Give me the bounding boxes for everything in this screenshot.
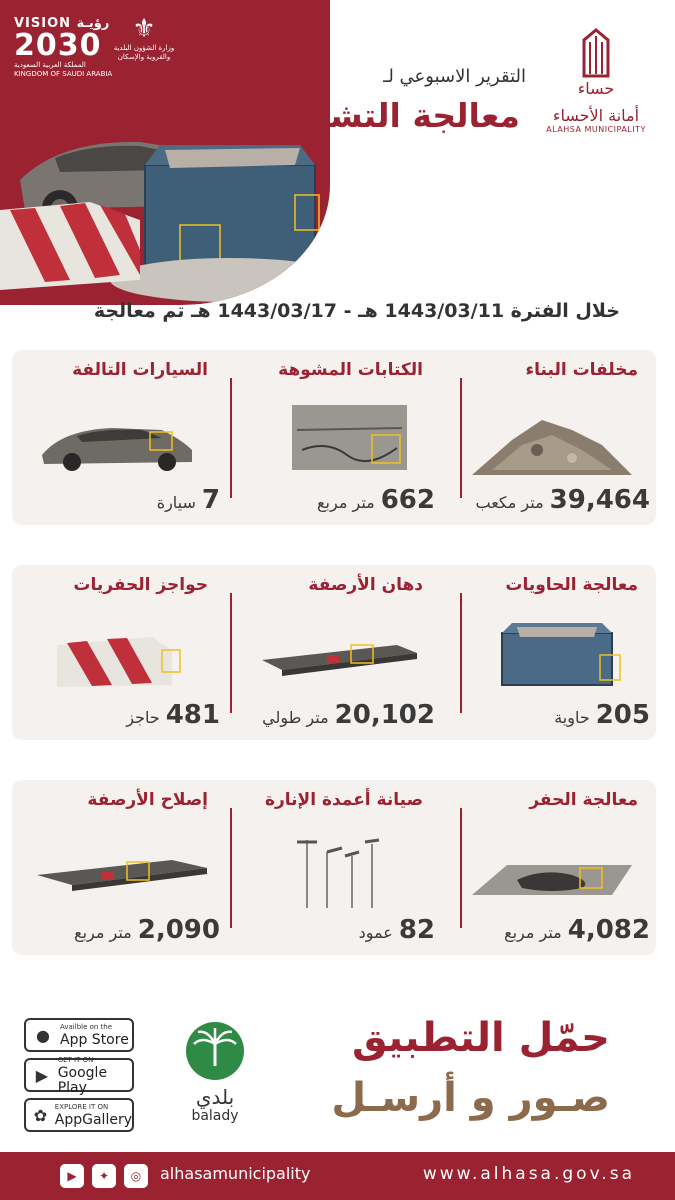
apple-icon: ●: [36, 1025, 50, 1045]
svg-text:حساء: حساء: [577, 79, 615, 98]
stat-sidewalk-repair: إصلاح الأرصفة 2,090متر مربع: [12, 780, 226, 955]
google-play-icon: ▶: [35, 1065, 48, 1085]
google-play-button[interactable]: ▶ GET IT ON Google Play: [24, 1058, 134, 1092]
twitter-icon[interactable]: ✦: [92, 1164, 116, 1188]
divider: [230, 378, 232, 498]
alahsa-municipality-logo: حساء أمانة الأحساء ALAHSA MUNICIPALITY: [540, 28, 652, 134]
report-subtitle: التقرير الاسبوعي لـ: [383, 66, 526, 87]
stats-card-2: [12, 565, 656, 740]
pothole-icon: [462, 830, 638, 910]
youtube-icon[interactable]: ▶: [60, 1164, 84, 1188]
rubble-icon: [462, 400, 638, 480]
vision-2030-logo: VISION رؤيـة 2030 المملكة العربية السعودية KINGDOM OF SAUDI ARABIA: [14, 16, 113, 78]
barrier-icon: [32, 615, 208, 695]
stat-construction-waste: مخلفات البناء 39,464متر مكعب: [442, 350, 656, 525]
website-link[interactable]: www.alhasa.gov.sa: [422, 1164, 635, 1184]
stat-potholes: معالجة الحفر 4,082متر مربع: [442, 780, 656, 955]
container-icon: [462, 615, 638, 695]
stat-graffiti: الكتابات المشوهة 662متر مربع: [227, 350, 441, 525]
divider: [230, 593, 232, 713]
hero-illustration: [0, 110, 330, 305]
hero-banner: [0, 0, 330, 305]
page-title: معالجة التشوه البصري: [157, 96, 520, 135]
stat-street-lights: صيانة أعمدة الإنارة 82عمود: [227, 780, 441, 955]
huawei-icon: ✿: [33, 1105, 48, 1125]
divider: [460, 808, 462, 928]
footer-bar: [0, 1152, 675, 1200]
curb-paint-icon: [247, 615, 423, 695]
ministry-logo: ⚜ وزارة الشؤون البلدية والقروية والإسكان: [113, 14, 175, 61]
graffiti-wall-icon: [247, 400, 423, 480]
palm-swords-emblem-icon: ⚜: [132, 14, 156, 44]
divider: [460, 378, 462, 498]
alahsa-logo-mark-icon: [566, 28, 626, 98]
download-app-headline: حمّل التطبيق: [351, 1015, 610, 1061]
street-light-icon: [247, 830, 423, 910]
instagram-icon[interactable]: ◎: [124, 1164, 148, 1188]
photo-send-headline: صـور و أرسـل: [331, 1075, 610, 1121]
stat-curb-painting: دهان الأرصفة 20,102متر طولي: [227, 565, 441, 740]
damaged-car-icon: [32, 400, 208, 480]
sidewalk-icon: [32, 830, 208, 910]
app-gallery-button[interactable]: ✿ EXPLORE IT ON AppGallery: [24, 1098, 134, 1132]
report-period: خلال الفترة 1443/03/11 هـ - 1443/03/17 هـ تم معالجة: [93, 300, 620, 322]
stat-excavation-barriers: حواجز الحفريات 481حاجز: [12, 565, 226, 740]
stat-containers: معالجة الحاويات 205حاوية: [442, 565, 656, 740]
app-store-button[interactable]: ● Availble on the App Store: [24, 1018, 134, 1052]
divider: [230, 808, 232, 928]
stats-card-3: [12, 780, 656, 955]
stats-card-1: [12, 350, 656, 525]
balady-palm-icon: [184, 1020, 246, 1082]
social-handle[interactable]: alhasamunicipality: [160, 1164, 311, 1183]
divider: [460, 593, 462, 713]
balady-app-logo: بلدي balady: [175, 1020, 255, 1124]
stat-damaged-cars: السيارات التالفة 7سيارة: [12, 350, 226, 525]
